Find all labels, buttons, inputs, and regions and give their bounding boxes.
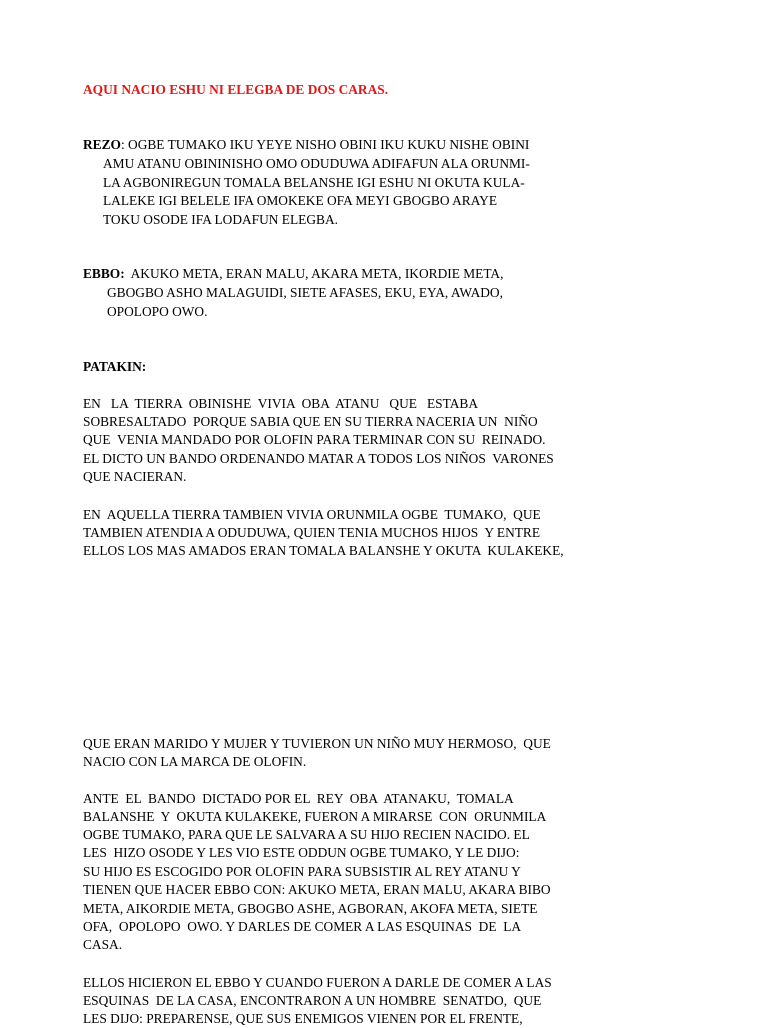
para4-line-6: TIENEN QUE HACER EBBO CON: AKUKO META, ERAN MALU, AKARA BIBO <box>83 882 551 897</box>
para3-line-2: NACIO CON LA MARCA DE OLOFIN. <box>83 754 307 769</box>
rezo-text: : OGBE TUMAKO IKU YEYE NISHO OBINI IKU KUKU NISHE OBINI <box>120 137 530 152</box>
para3-line-1: QUE ERAN MARIDO Y MUJER Y TUVIERON UN NIÑO MUY HERMOSO, QUE <box>83 736 551 751</box>
patakin-heading: PATAKIN: <box>83 359 147 374</box>
ebbo-label: EBBO: <box>83 266 125 281</box>
para4-line-4: LES HIZO OSODE Y LES VIO ESTE ODDUN OGBE TUMAKO, Y LE DIJO: <box>83 845 520 860</box>
document-title: AQUI NACIO ESHU NI ELEGBA DE DOS CARAS. <box>83 82 389 97</box>
ebbo-text: AKUKO META, ERAN MALU, AKARA META, IKORDIE META, <box>124 266 504 281</box>
rezo-line-2: AMU ATANU OBININISHO OMO ODUDUWA ADIFAFUN ALA ORUNMI- <box>103 156 530 171</box>
para4-line-8: OFA, OPOLOPO OWO. Y DARLES DE COMER A LAS ESQUINAS DE LA <box>83 919 522 934</box>
ebbo-line-2: GBOGBO ASHO MALAGUIDI, SIETE AFASES, EKU, EYA, AWADO, <box>107 285 503 300</box>
para4-line-7: META, AIKORDIE META, GBOGBO ASHE, AGBORAN, AKOFA META, SIETE <box>83 901 538 916</box>
rezo-line-1 <box>83 136 529 154</box>
para1-line-3: QUE VENIA MANDADO POR OLOFIN PARA TERMINAR CON SU REINADO. <box>83 432 546 447</box>
para4-line-1: ANTE EL BANDO DICTADO POR EL REY OBA ATANAKU, TOMALA <box>83 791 514 806</box>
rezo-line-3: LA AGBONIREGUN TOMALA BELANSHE IGI ESHU NI OKUTA KULA- <box>103 175 525 190</box>
para1-line-1: EN LA TIERRA OBINISHE VIVIA OBA ATANU QUE ESTABA <box>83 396 478 411</box>
para5-line-2: ESQUINAS DE LA CASA, ENCONTRARON A UN HOMBRE SENATDO, QUE <box>83 993 542 1008</box>
ebbo-line-3: OPOLOPO OWO. <box>107 304 208 319</box>
para5-line-3: LES DIJO: PREPARENSE, QUE SUS ENEMIGOS VIENEN POR EL FRENTE, <box>83 1011 523 1026</box>
para1-line-4: EL DICTO UN BANDO ORDENANDO MATAR A TODOS LOS NIÑOS VARONES <box>83 451 554 466</box>
rezo-line-4: LALEKE IGI BELELE IFA OMOKEKE OFA MEYI GBOGBO ARAYE <box>103 193 498 208</box>
para5-line-1: ELLOS HICIERON EL EBBO Y CUANDO FUERON A DARLE DE COMER A LAS <box>83 975 552 990</box>
rezo-line-5: TOKU OSODE IFA LODAFUN ELEGBA. <box>103 212 338 227</box>
para4-line-2: BALANSHE Y OKUTA KULAKEKE, FUERON A MIRARSE CON ORUNMILA <box>83 809 547 824</box>
para2-line-1: EN AQUELLA TIERRA TAMBIEN VIVIA ORUNMILA OGBE TUMAKO, QUE <box>83 507 541 522</box>
para4-line-3: OGBE TUMAKO, PARA QUE LE SALVARA A SU HIJO RECIEN NACIDO. EL <box>83 827 530 842</box>
para4-line-5: SU HIJO ES ESCOGIDO POR OLOFIN PARA SUBSISTIR AL REY ATANU Y <box>83 864 521 879</box>
para4-line-9: CASA. <box>83 937 123 952</box>
rezo-label: REZO <box>83 137 121 152</box>
ebbo-line-1 <box>83 265 503 283</box>
para1-line-2: SOBRESALTADO PORQUE SABIA QUE EN SU TIERRA NACERIA UN NIÑO <box>83 414 538 429</box>
para1-line-5: QUE NACIERAN. <box>83 469 187 484</box>
para2-line-3: ELLOS LOS MAS AMADOS ERAN TOMALA BALANSHE Y OKUTA KULAKEKE, <box>83 543 564 558</box>
para2-line-2: TAMBIEN ATENDIA A ODUDUWA, QUIEN TENIA MUCHOS HIJOS Y ENTRE <box>83 525 541 540</box>
